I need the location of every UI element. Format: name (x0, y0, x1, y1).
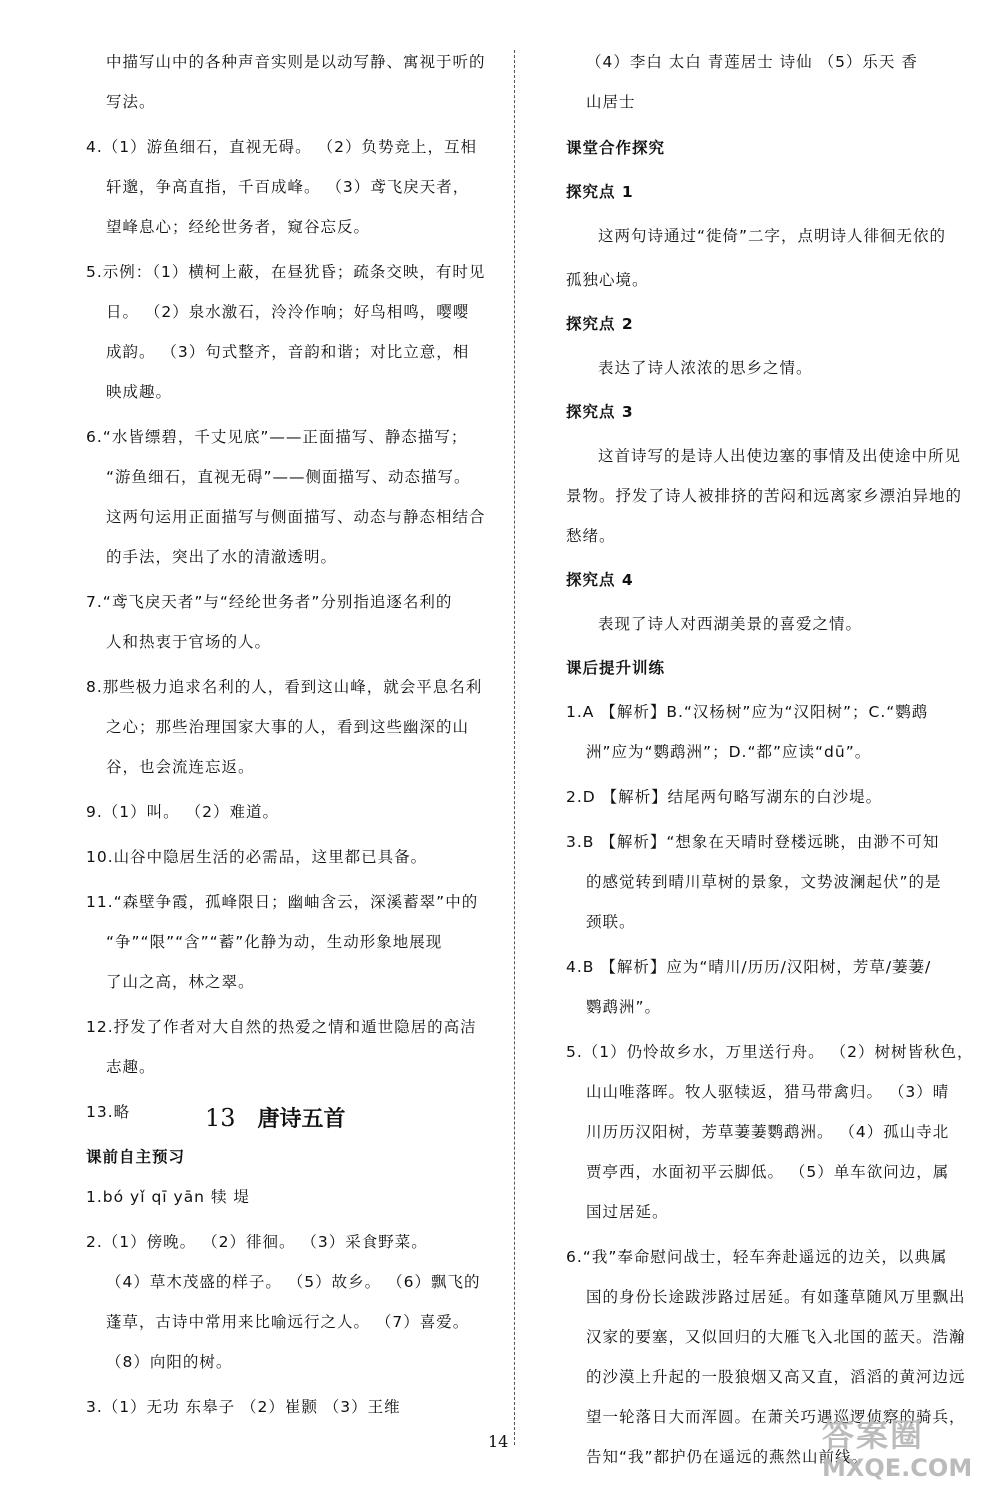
text-line: 写法。 (106, 93, 156, 111)
section-heading: 课堂合作探究 (566, 139, 666, 157)
text-line: 之心；那些治理国家大事的人，看到这些幽深的山 (106, 718, 470, 736)
text-line: 贾亭西，水面初平云脚低。 （5）单车欲问边，属 (586, 1163, 950, 1181)
text-line: 的沙漠上升起的一股狼烟又高又直，滔滔的黄河边远 (586, 1368, 966, 1386)
watermark-logo-text: 答案圈 (822, 1416, 925, 1454)
text-line: 表现了诗人对西湖美景的喜爱之情。 (598, 615, 863, 633)
text-line: 国的身份长途跋涉路过居延。有如蓬草随风万里飘出 (586, 1288, 966, 1306)
text-line: 2.D 【解析】结尾两句略写湖东的白沙堤。 (566, 788, 883, 806)
text-line: 这两句运用正面描写与侧面描写、动态与静态相结合 (106, 508, 486, 526)
section-heading: 课后提升训练 (566, 659, 666, 677)
text-line: 蓬草，古诗中常用来比喻远行之人。 （7）喜爱。 (106, 1313, 470, 1331)
text-line: 映成趣。 (106, 383, 173, 401)
text-line: 5.示例：（1）横柯上蔽，在昼犹昏；疏条交映，有时见 (86, 263, 486, 281)
text-line: 7.“鸢飞戾天者”与“经纶世务者”分别指追逐名利的 (86, 593, 453, 611)
text-line: 川历历汉阳树，芳草萋萋鹦鹉洲。 （4）孤山寺北 (586, 1123, 950, 1141)
text-line: 4.B 【解析】应为“晴川/历历/汉阳树，芳草/萋萋/ (566, 958, 932, 976)
text-line: 告知“我”都护仍在遥远的燕然山前线。 (586, 1448, 869, 1466)
text-line: 3.（1）无功 东皋子 （2）崔颢 （3）王维 (86, 1398, 401, 1416)
text-line: 11.“森壁争霞，孤峰限日；幽岫含云，深溪蓄翠”中的 (86, 893, 479, 911)
section-heading: 探究点 2 (566, 315, 634, 333)
section-heading: 课前自主预习 (86, 1148, 186, 1166)
text-line: 人和热衷于官场的人。 (106, 633, 272, 651)
text-line: 望峰息心；经纶世务者，窥谷忘反。 (106, 218, 371, 236)
text-line: 轩邈，争高直指，千百成峰。 （3）鸢飞戾天者， (106, 178, 470, 196)
text-line: 这两句诗通过“徙倚”二字，点明诗人徘徊无依的 (598, 227, 947, 245)
text-line: 望一轮落日大而浑圆。在萧关巧遇巡逻侦察的骑兵， (586, 1408, 966, 1426)
text-line: 孤独心境。 (566, 271, 649, 289)
text-line: 中描写山中的各种声音实则是以动写静、寓视于听的 (106, 53, 486, 71)
text-line: 了山之高，林之翠。 (106, 973, 255, 991)
text-line: 3.B 【解析】“想象在天晴时登楼远眺，由渺不可知 (566, 833, 940, 851)
text-line: 山居士 (586, 93, 636, 111)
text-line: 愁绪。 (566, 527, 616, 545)
section-number: 13 (205, 1104, 236, 1132)
text-line: “游鱼细石，直视无碍”——侧面描写、动态描写。 (106, 468, 471, 486)
text-line: （8）向阳的树。 (106, 1353, 233, 1371)
text-line: 5.（1）仍怜故乡水，万里送行舟。 （2）树树皆秋色， (566, 1043, 974, 1061)
text-line: 成韵。 （3）句式整齐，音韵和谐；对比立意，相 (106, 343, 470, 361)
text-line: 山山唯落晖。牧人驱犊返，猎马带禽归。 （3）晴 (586, 1083, 950, 1101)
text-line: （4）李白 太白 青莲居士 诗仙 （5）乐天 香 (586, 53, 918, 71)
text-line: 鹦鹉洲”。 (586, 998, 662, 1016)
text-line: 的手法，突出了水的清澈透明。 (106, 548, 338, 566)
text-line: 表达了诗人浓浓的思乡之情。 (598, 359, 813, 377)
text-line: “争”“限”“含”“蓄”化静为动，生动形象地展现 (106, 933, 443, 951)
page-number: 14 (488, 1432, 509, 1451)
section-heading: 探究点 1 (566, 183, 634, 201)
text-line: 6.“水皆缥碧，千丈见底”——正面描写、静态描写； (86, 428, 468, 446)
text-line: 颈联。 (586, 913, 636, 931)
text-line: 1.bó yǐ qī yān 犊 堤 (86, 1188, 250, 1206)
text-line: 谷，也会流连忘返。 (106, 758, 255, 776)
text-line: 13.略 (86, 1103, 131, 1121)
text-line: 12.抒发了作者对大自然的热爱之情和遁世隐居的高洁 (86, 1018, 477, 1036)
text-line: 日。 （2）泉水激石，泠泠作响；好鸟相鸣，嘤嘤 (106, 303, 470, 321)
section-heading: 探究点 3 (566, 403, 634, 421)
text-line: 8.那些极力追求名利的人，看到这山峰，就会平息名利 (86, 678, 483, 696)
text-line: 景物。抒发了诗人被排挤的苦闷和远离家乡漂泊异地的 (566, 487, 963, 505)
text-line: 9.（1）叫。 （2）难道。 (86, 803, 279, 821)
section-heading: 探究点 4 (566, 571, 634, 589)
text-line: 2.（1）傍晚。 （2）徘徊。 （3）采食野菜。 (86, 1233, 428, 1251)
text-line: 10.山谷中隐居生活的必需品，这里都已具备。 (86, 848, 428, 866)
text-line: 1.A 【解析】B.“汉杨树”应为“汉阳树”；C.“鹦鹉 (566, 703, 929, 721)
watermark (822, 1410, 994, 1488)
text-line: 志趣。 (106, 1058, 156, 1076)
text-line: 汉家的要塞，又似回归的大雁飞入北国的蓝天。浩瀚 (586, 1328, 966, 1346)
text-line: 这首诗写的是诗人出使边塞的事情及出使途中所见 (598, 447, 962, 465)
text-line: 国过居延。 (586, 1203, 669, 1221)
text-line: （4）草木茂盛的样子。 （5）故乡。 （6）飘飞的 (106, 1273, 481, 1291)
text-line: 的感觉转到晴川草树的景象，文势波澜起伏”的是 (586, 873, 942, 891)
section-title (205, 1102, 346, 1133)
column-divider (514, 50, 515, 1445)
text-line: 洲”应为“鹦鹉洲”；D.“都”应读“dū”。 (586, 743, 872, 761)
watermark-url: MXQE.COM (822, 1454, 973, 1482)
section-title-text: 唐诗五首 (257, 1107, 346, 1132)
text-line: 6.“我”奉命慰问战士，轻车奔赴遥远的边关，以典属 (566, 1248, 948, 1266)
text-line: 4.（1）游鱼细石，直视无碍。 （2）负势竞上，互相 (86, 138, 477, 156)
